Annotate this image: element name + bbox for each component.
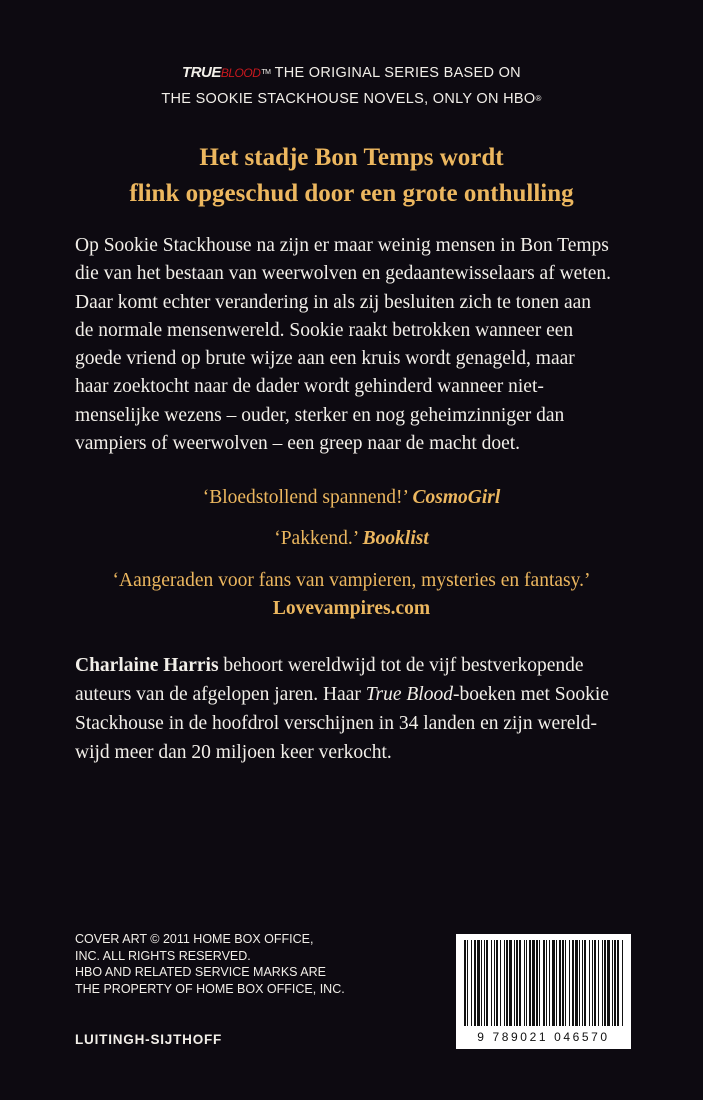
barcode-bar xyxy=(549,940,550,1026)
headline xyxy=(0,140,703,212)
barcode-bar xyxy=(612,940,613,1026)
headline-line-2: flink opgeschud door een grote onthulling xyxy=(129,180,574,207)
barcode-bar xyxy=(494,940,495,1026)
barcode-bar xyxy=(602,940,603,1026)
bio-line: auteurs van de afgelopen jaren. Haar True Blood-boeken met Sookie xyxy=(75,684,609,705)
barcode-bar xyxy=(484,940,485,1026)
barcode-bar xyxy=(607,940,610,1026)
barcode-bar xyxy=(524,940,525,1026)
barcode-bar xyxy=(614,940,616,1026)
quote-source: Booklist xyxy=(362,528,429,549)
barcode-bar xyxy=(594,940,596,1026)
barcode-bar xyxy=(543,940,545,1026)
barcode-bar xyxy=(509,940,512,1026)
barcode-bar xyxy=(506,940,508,1026)
bio-line: Charlaine Harris behoort wereldwijd tot de vijf bestverkopende xyxy=(75,655,584,676)
quote-source: Lovevampires.com xyxy=(272,598,431,619)
barcode-bar xyxy=(559,940,561,1026)
blurb-line: die van het bestaan van weerwolven en gedaantewisselaars af weten. xyxy=(75,263,612,285)
quote-booklist xyxy=(0,525,703,553)
barcode-bar xyxy=(539,940,540,1026)
quote-text: ‘Aangeraden voor fans van vampieren, mysteries en fantasy.’ xyxy=(112,570,591,591)
isbn-number: 9 789021 046570 xyxy=(477,1030,610,1044)
blurb-line: vampiers of weerwolven – een greep naar de macht doet. xyxy=(75,433,521,455)
barcode-bar xyxy=(575,940,578,1026)
barcode-bar xyxy=(516,940,518,1026)
blurb-line: menselijke wezens – ouder, sterker en nog geheimzinniger dan xyxy=(75,404,565,426)
barcode-bar xyxy=(471,940,472,1026)
true-blood-logo: TRUEBLOOD™ xyxy=(182,64,271,81)
barcode-bar xyxy=(500,940,501,1026)
barcode-bar xyxy=(529,940,531,1026)
quote-lovevampires xyxy=(0,567,703,595)
blurb xyxy=(75,232,635,458)
series-header xyxy=(0,60,703,112)
credit-line: INC. ALL RIGHTS RESERVED. xyxy=(75,948,251,963)
barcode-bar xyxy=(565,940,566,1026)
author-bio xyxy=(75,651,645,767)
barcode-bar xyxy=(519,940,521,1026)
blurb-line: Daar komt echter verandering in als zij besluiten zich te tonen aan xyxy=(75,291,591,313)
header-line-2 xyxy=(0,86,703,112)
barcode-bar xyxy=(572,940,574,1026)
barcode-bar xyxy=(579,940,580,1026)
barcode-bar xyxy=(486,940,488,1026)
credit-line: THE PROPERTY OF HOME BOX OFFICE, INC. xyxy=(75,981,345,996)
series-title: True Blood xyxy=(365,684,453,705)
barcode-bar xyxy=(546,940,547,1026)
barcode-bar xyxy=(536,940,538,1026)
credit-line: COVER ART © 2011 HOME BOX OFFICE, xyxy=(75,932,314,946)
barcode-bar xyxy=(467,940,468,1026)
barcode-bar xyxy=(584,940,586,1026)
quote-lovevampires-source xyxy=(0,595,703,623)
barcode-bar xyxy=(569,940,570,1026)
barcode-bar xyxy=(552,940,555,1026)
copyright-credits xyxy=(75,931,395,997)
barcode-bar xyxy=(592,940,593,1026)
barcode-bar xyxy=(514,940,515,1026)
header-text-1: THE ORIGINAL SERIES BASED ON xyxy=(274,65,521,81)
quote-text: ‘Bloedstollend spannend!’ xyxy=(202,487,408,508)
barcode-bar xyxy=(617,940,619,1026)
barcode-bar xyxy=(496,940,498,1026)
barcode-bar xyxy=(598,940,599,1026)
barcode-bar xyxy=(504,940,505,1026)
barcode-bar xyxy=(491,940,492,1026)
barcode-bar xyxy=(622,940,623,1026)
barcode-bar xyxy=(582,940,583,1026)
blurb-line: de normale mensenwereld. Sookie raakt betrokken wanneer een xyxy=(75,319,574,341)
barcode-bar xyxy=(477,940,480,1026)
publisher-name: LUITINGH-SIJTHOFF xyxy=(75,1032,223,1047)
barcode-bar xyxy=(562,940,564,1026)
barcode-bar xyxy=(556,940,557,1026)
author-name: Charlaine Harris xyxy=(75,655,219,676)
quote-cosmogirl xyxy=(0,484,703,512)
barcode-bar xyxy=(604,940,606,1026)
blurb-line: goede vriend op brute wijze aan een kruis wordt genageld, maar xyxy=(75,348,575,370)
quote-text: ‘Pakkend.’ xyxy=(274,528,358,549)
isbn-barcode xyxy=(456,934,631,1049)
barcode-bar xyxy=(474,940,476,1026)
quote-source: CosmoGirl xyxy=(412,487,501,508)
barcode-bar xyxy=(526,940,527,1026)
barcode-bar xyxy=(589,940,590,1026)
blurb-line: haar zoektocht naar de dader wordt gehinderd wanneer niet- xyxy=(75,376,544,398)
header-line-1 xyxy=(0,60,703,86)
barcode-bar xyxy=(532,940,535,1026)
blurb-line: Op Sookie Stackhouse na zijn er maar weinig mensen in Bon Temps xyxy=(75,235,609,256)
bio-line: wijd meer dan 20 miljoen keer verkocht. xyxy=(75,742,392,763)
headline-line-1: Het stadje Bon Temps wordt xyxy=(199,144,504,171)
barcode-bar xyxy=(481,940,482,1026)
registered-mark: ® xyxy=(535,94,542,103)
review-quotes xyxy=(0,484,703,623)
bio-line: Stackhouse in de hoofdrol verschijnen in 34 landen en zijn wereld- xyxy=(75,713,598,734)
header-text-2: THE SOOKIE STACKHOUSE NOVELS, ONLY ON HBO xyxy=(161,91,536,107)
credit-line: HBO AND RELATED SERVICE MARKS ARE xyxy=(75,965,326,979)
barcode-bar xyxy=(464,940,466,1026)
